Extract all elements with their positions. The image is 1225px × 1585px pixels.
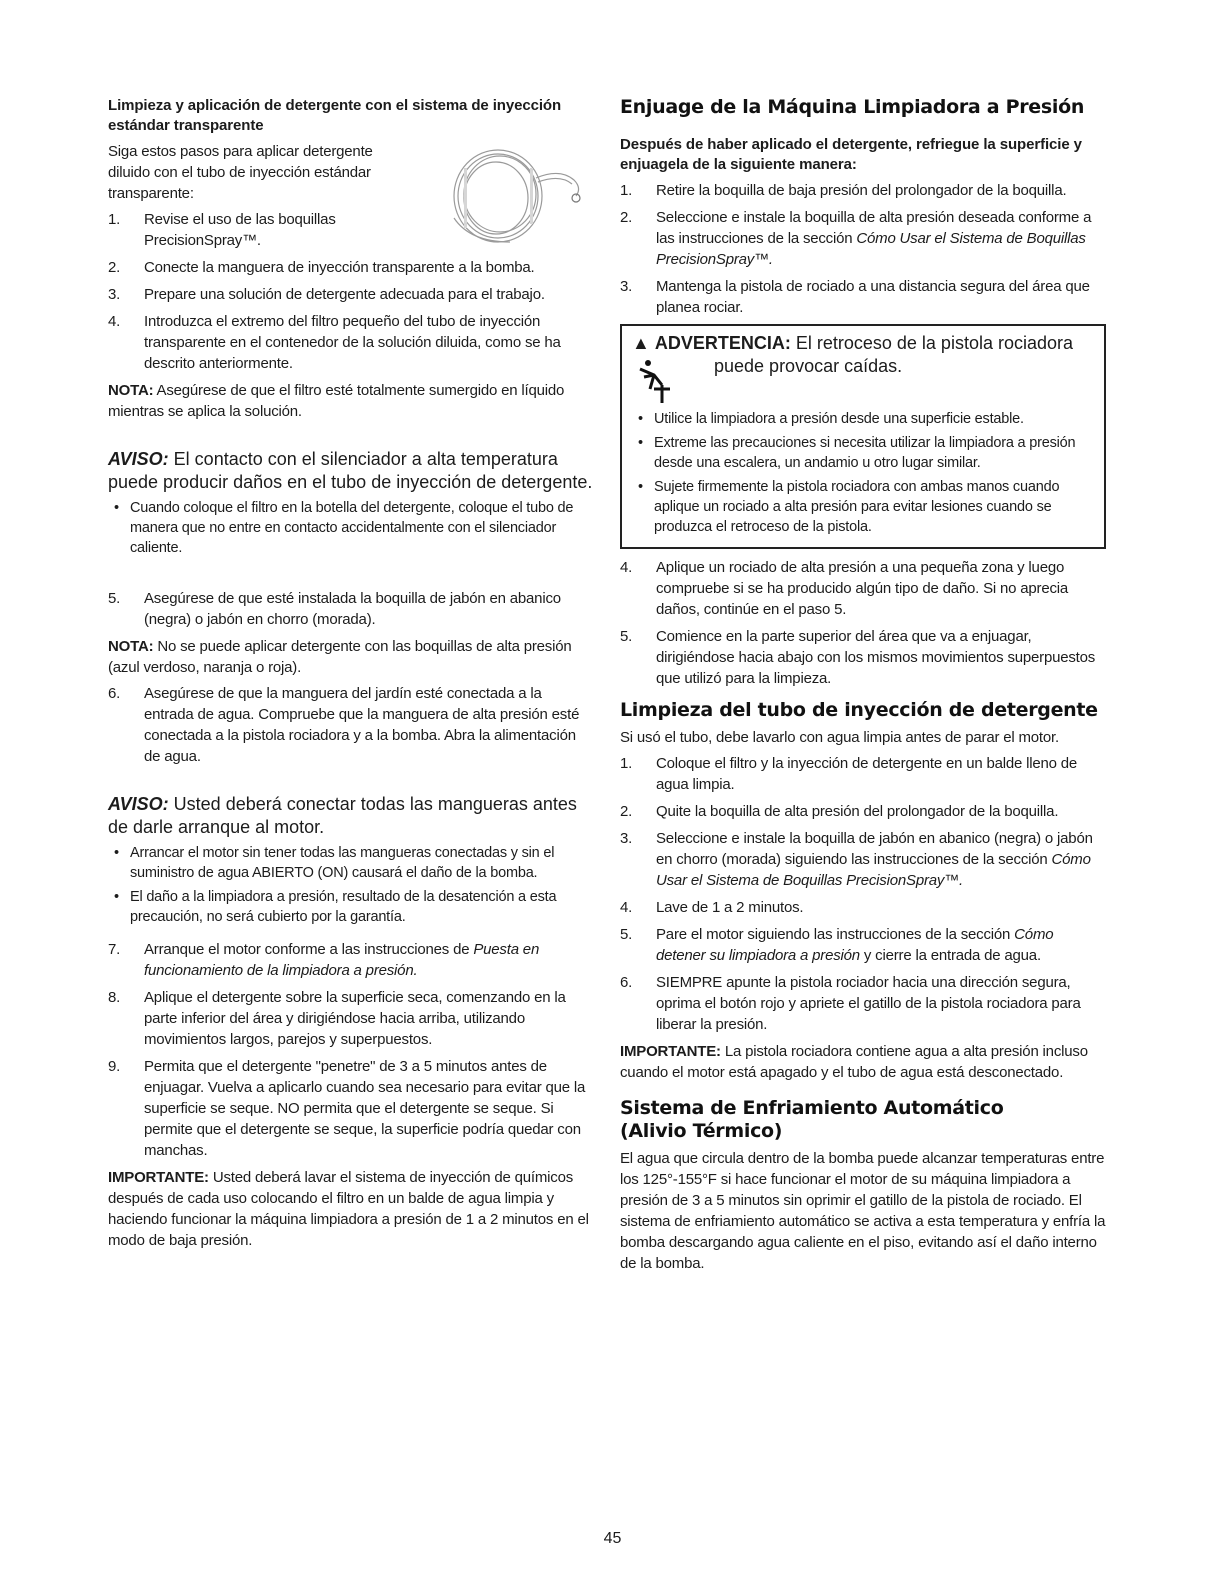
list-item: 5. Comience en la parte superior del área que va a enjuagar, dirigiéndose hacia abajo con los mismos movimientos superpuestos que utilizó para la limpieza.: [620, 628, 1096, 687]
rinse-steps: [620, 180, 1106, 318]
list-item: 2. Conecte la manguera de inyección transparente a la bomba.: [108, 259, 535, 276]
list-item: 2. Seleccione e instale la boquilla de alta presión deseada conforme a las instrucciones de la sección Cómo Usar el Sistema de Boquillas PrecisionSpray™.: [620, 209, 1092, 268]
list-item: 1. Revise el uso de las boquillas PrecisionSpray™.: [108, 211, 336, 249]
list-item: 6. Asegúrese de que la manguera del jardín esté conectada a la entrada de agua. Compruebe que la manguera de alta presión esté conectada a la pistola rociadora y a la bomba. Abra la alimentación de agua.: [108, 685, 580, 765]
cleaning-steps: [620, 753, 1106, 1035]
rinse-steps-continued: [620, 557, 1106, 689]
subheading-enjuague: Después de haber aplicado el detergente, refriegue la superficie y enjuagela de la siguiente manera:: [620, 136, 1082, 173]
list-item: 3. Seleccione e instale la boquilla de jabón en abanico (negra) o jabón en chorro (morada) siguiendo las instrucciones de la sección Cómo Usar el Sistema de Boquillas PrecisionSpray™.: [620, 830, 1093, 889]
list-item: • Arrancar el motor sin tener todas las mangueras conectadas y sin el suministro de agua ABIERTO (ON) causará el daño de la bomba.: [114, 845, 555, 881]
list-item: 4. Lave de 1 a 2 minutos.: [620, 899, 804, 916]
list-item: 8. Aplique el detergente sobre la superficie seca, comenzando en la parte inferior del área y dirigiéndose hacia arriba, utilizando movimientos largos, parejos y superpuestos.: [108, 989, 566, 1048]
list-item: 6. SIEMPRE apunte la pistola rociador hacia una dirección segura, oprima el botón rojo y apriete el gatillo de la pistola rociadora para liberar la presión.: [620, 974, 1081, 1033]
injection-hose-illustration: [440, 138, 588, 248]
steps-list-2: [108, 939, 594, 1161]
importante-right: IMPORTANTE: La pistola rociadora contiene agua a alta presión incluso cuando el motor está apagado y el tubo de agua está desconectado.: [620, 1043, 1088, 1081]
right-column: [620, 96, 1106, 1274]
warning-box: ▲ ADVERTENCIA: El retroceso de la pistola rociadora puede provocar caídas. • Utilice la limpiadora a presión desde una superficie estable. • Extreme las precauciones si necesita utilizar la limpiadora a presión desde una escalera, un andamio u otro lugar similar. • Sujete firmemente la pistola rociadora con ambas manos cuando aplique un rociado a alta presión para evitar lesiones cuando se produzca el retroceso de la pistola.: [620, 324, 1106, 549]
heading-sistema-enfriamiento: Sistema de Enfriamiento Automático (Alivio Térmico): [620, 1097, 1004, 1142]
list-item: 9. Permita que el detergente "penetre" de 3 a 5 minutos antes de enjuagar. Vuelva a aplicarlo cuando sea necesario para evitar que la superficie se seque. NO permita que el detergente se seque. Si permite que el detergente se seque, la superficie podría quedar con manchas.: [108, 1058, 586, 1159]
sistema-paragraph: El agua que circula dentro de la bomba puede alcanzar temperaturas entre los 125°-155°F si hace funcionar el motor de su máquina limpiadora a presión de 3 a 5 minutos sin oprimir el gatillo de la pistola de rociado. El sistema de enfriamiento automático se activa a esta temperatura y enfría la bomba descargando agua caliente en el piso, evitando así el daño interno de la bomba.: [620, 1150, 1106, 1272]
list-item: 3. Prepare una solución de detergente adecuada para el trabajo.: [108, 286, 545, 303]
subheading-injection-system: Limpieza y aplicación de detergente con el sistema de inyección estándar transparente: [108, 97, 562, 134]
limpieza-intro: Si usó el tubo, debe lavarlo con agua limpia antes de parar el motor.: [620, 729, 1059, 746]
aviso-hoses: AVISO: Usted deberá conectar todas las mangueras antes de darle arranque al motor.: [108, 794, 577, 837]
aviso-muffler: AVISO: El contacto con el silenciador a alta temperatura puede producir daños en el tubo de inyección de detergente.: [108, 449, 593, 492]
aviso-1-bullets: [108, 498, 594, 558]
nota-2: NOTA: No se puede aplicar detergente con las boquillas de alta presión (azul verdoso, naranja o roja).: [108, 638, 572, 676]
list-item: • Cuando coloque el filtro en la botella del detergente, coloque el tubo de manera que no entre en contacto accidentalmente con el silenciador caliente.: [114, 500, 574, 556]
aviso-2-bullets: [108, 843, 594, 927]
list-item: • El daño a la limpiadora a presión, resultado de la desatención a esta precaución, no será cubierto por la garantía.: [114, 889, 557, 925]
left-column: [108, 96, 594, 1251]
page-number: 45: [603, 1530, 622, 1547]
falling-person-icon: [632, 355, 682, 405]
list-item: 7. Arranque el motor conforme a las instrucciones de Puesta en funcionamiento de la limpiadora a presión.: [108, 941, 540, 979]
step-5: [108, 588, 594, 630]
list-item: 1. Coloque el filtro y la inyección de detergente en un balde lleno de agua limpia.: [620, 755, 1078, 793]
list-item: 4. Aplique un rociado de alta presión a una pequeña zona y luego compruebe si se ha producido algún tipo de daño. Si no aprecia daños, continúe en el paso 5.: [620, 559, 1069, 618]
nota-1: NOTA: Asegúrese de que el filtro esté totalmente sumergido en líquido mientras se aplica la solución.: [108, 382, 565, 420]
list-item: 4. Introduzca el extremo del filtro pequeño del tubo de inyección transparente en el contenedor de la solución diluida, como se ha descrito anteriormente.: [108, 313, 561, 372]
list-item: 5. Pare el motor siguiendo las instrucciones de la sección Cómo detener su limpiadora a presión y cierre la entrada de agua.: [620, 926, 1054, 964]
list-item: • Sujete firmemente la pistola rociadora con ambas manos cuando aplique un rociado a alta presión para evitar lesiones cuando se produzca el retroceso de la pistola.: [638, 479, 1060, 535]
intro-paragraph: Siga estos pasos para aplicar detergente diluido con el tubo de inyección estándar transparente:: [108, 143, 373, 202]
warning-triangle-icon: ▲: [632, 333, 650, 353]
list-item: 1. Retire la boquilla de baja presión del prolongador de la boquilla.: [620, 182, 1067, 199]
list-item: 5. Asegúrese de que esté instalada la boquilla de jabón en abanico (negra) o jabón en chorro (morada).: [108, 590, 561, 628]
list-item: • Extreme las precauciones si necesita utilizar la limpiadora a presión desde una escalera, un andamio u otro lugar similar.: [638, 435, 1076, 471]
heading-limpieza-tubo: Limpieza del tubo de inyección de detergente: [620, 699, 1098, 721]
warning-title: ▲ ADVERTENCIA: El retroceso de la pistola rociadora: [632, 333, 1074, 353]
heading-enjuague: Enjuage de la Máquina Limpiadora a Presión: [620, 96, 1085, 118]
list-item: • Utilice la limpiadora a presión desde una superficie estable.: [638, 411, 1024, 427]
list-item: 2. Quite la boquilla de alta presión del prolongador de la boquilla.: [620, 803, 1059, 820]
step-6: [108, 683, 594, 767]
warning-bullets: [632, 409, 1094, 537]
importante-left: IMPORTANTE: Usted deberá lavar el sistema de inyección de químicos después de cada uso colocando el filtro en un balde de agua limpia y haciendo funcionar la máquina limpiadora a presión de 1 a 2 minutos en el modo de baja presión.: [108, 1169, 589, 1249]
list-item: 3. Mantenga la pistola de rociado a una distancia segura del área que planea rociar.: [620, 278, 1090, 316]
